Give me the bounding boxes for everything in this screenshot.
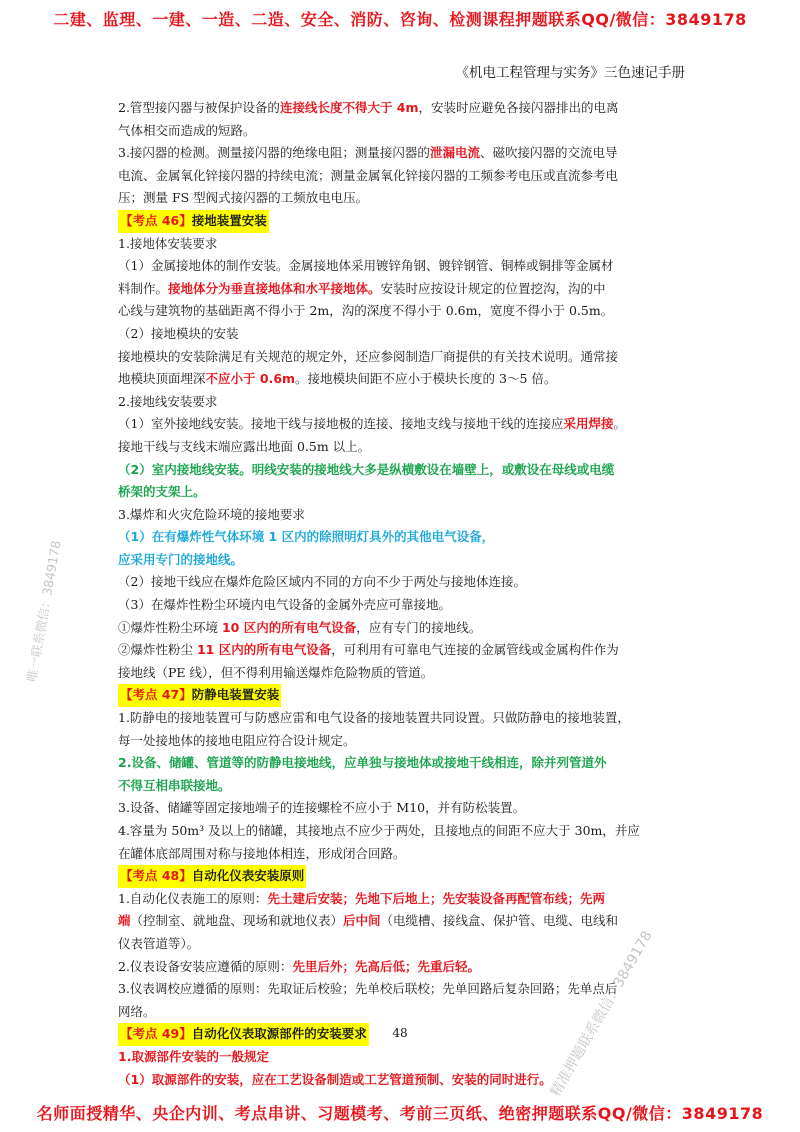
text-line: 1.取源部件安装的一般规定 xyxy=(118,1048,269,1064)
section-heading-46: 【考点 46】接地装置安装 xyxy=(118,210,698,233)
text-line: （1）在有爆炸性气体环境 1 区内的除照明灯具外的其他电气设备， xyxy=(118,529,495,545)
text-line: 地模块顶面埋深不应小于 0.6m。接地模块间距不应小于模块长度的 3～5 倍。 xyxy=(118,371,557,387)
bottom-watermark: 精准押题联系微信：3849178 xyxy=(547,928,656,1100)
text-line: 料制作。接地体分为垂直接地体和水平接地体。安装时应按设计规定的位置挖沟，沟的中 xyxy=(118,280,606,296)
book-title: 《机电工程管理与实务》三色速记手册 xyxy=(455,65,685,81)
text-line: 2.接地线安装要求 xyxy=(118,393,218,409)
side-watermark: 唯一联系微信：3849178 xyxy=(23,539,64,683)
text-line: 应采用专门的接地线。 xyxy=(118,551,244,567)
text-line: 接地模块的安装除满足有关规范的规定外，还应参阅制造厂商提供的有关技术说明。通常接 xyxy=(118,348,619,364)
section-heading-47: 【考点 47】防静电装置安装 xyxy=(118,684,698,707)
text-line: 4.容量为 50m³ 及以上的储罐，其接地点不应少于两处，且接地点的间距不应大于 30m，并应 xyxy=(118,823,640,838)
text-line: 压；测量 FS 型阀式接闪器的工频放电电压。 xyxy=(118,190,369,206)
text-line: 气体相交而造成的短路。 xyxy=(118,122,256,138)
text-line: 端（控制室、就地盘、现场和就地仪表）后中间（电缆槽、接线盒、保护管、电缆、电线和 xyxy=(118,913,619,929)
text-line: （2）室内接地线安装。明线安装的接地线大多是纵横敷设在墙壁上，或敷设在母线或电缆 xyxy=(118,461,615,477)
section-heading-48: 【考点 48】自动化仪表安装原则 xyxy=(118,865,698,888)
text-line: 接地线（PE 线），但不得利用输送爆炸危险物质的管道。 xyxy=(118,664,434,680)
text-line: 不得互相串联接地。 xyxy=(118,777,231,793)
text-line: （1）取源部件的安装，应在工艺设备制造或工艺管道预制、安装的同时进行。 xyxy=(118,1071,552,1087)
text-line: 2.仪表设备安装应遵循的原则：先里后外；先高后低；先重后轻。 xyxy=(118,958,480,974)
text-line: ①爆炸性粉尘环境 10 区内的所有电气设备，应有专门的接地线。 xyxy=(118,619,482,635)
text-line: 网络。 xyxy=(118,1003,156,1019)
text-line: （3）在爆炸性粉尘环境内电气设备的金属外壳应可靠接地。 xyxy=(118,597,451,613)
text-line: 每一处接地体的接地电阻应符合设计规定。 xyxy=(118,732,356,748)
text-line: 1.防静电的接地装置可与防感应雷和电气设备的接地装置共同设置。只做防静电的接地装置， xyxy=(118,710,630,726)
page-number: 48 xyxy=(392,1026,408,1040)
text-line: 桥架的支架上。 xyxy=(118,484,206,500)
text-line: 3.设备、储罐等固定接地端子的连接螺栓不应小于 M10，并有防松装置。 xyxy=(118,800,526,816)
text-line: （1）金属接地体的制作安装。金属接地体采用镀锌角钢、镀锌钢管、铜棒或铜排等金属材 xyxy=(118,258,614,274)
text-line: 2.设备、储罐、管道等的防静电接地线，应单独与接地体或接地干线相连，除并列管道外 xyxy=(118,755,607,771)
bottom-promo-banner: 名师面授精华、央企内训、考点串讲、习题模考、考前三页纸、绝密押题联系QQ/微信：3849178 xyxy=(36,1104,764,1123)
text-line: 3.爆炸和火灾危险环境的接地要求 xyxy=(118,506,305,522)
text-line: （2）接地模块的安装 xyxy=(118,325,239,341)
text-line: 3.接闪器的检测。测量接闪器的绝缘电阻；测量接闪器的泄漏电流、磁吹接闪器的交流电导 xyxy=(118,145,618,161)
section-heading-49: 【考点 49】自动化仪表取源部件的安装要求 xyxy=(118,1023,698,1046)
text-line: 在罐体底部周围对称与接地体相连，形成闭合回路。 xyxy=(118,845,406,861)
text-line: 3.仪表调校应遵循的原则：先取证后校验；先单校后联校；先单回路后复杂回路；先单点后 xyxy=(118,981,618,997)
top-promo-banner: 二建、监理、一建、一造、二造、安全、消防、咨询、检测课程押题联系QQ/微信：3849178 xyxy=(53,10,747,29)
text-line: （2）接地干线应在爆炸危险区域内不同的方向不少于两处与接地体连接。 xyxy=(118,574,526,590)
text-line: ②爆炸性粉尘 11 区内的所有电气设备，可利用有可靠电气连接的金属管线或金属构件作为 xyxy=(118,642,619,658)
text-line: 心线与建筑物的基础距离不得小于 2m，沟的深度不得小于 0.6m，宽度不得小于 0.5m。 xyxy=(118,303,614,319)
text-line: 2.管型接闪器与被保护设备的连接线长度不得大于 4m，安装时应避免各接闪器排出的电离 xyxy=(118,100,619,115)
text-line: （1）室外接地线安装。接地干线与接地极的连接、接地支线与接地干线的连接应采用焊接。 xyxy=(118,416,626,432)
text-line: 接地干线与支线末端应露出地面 0.5m 以上。 xyxy=(118,438,371,454)
text-line: 电流、金属氧化锌接闪器的持续电流；测量金属氧化锌接闪器的工频参考电压或直流参考电 xyxy=(118,167,619,183)
text-line: 1.接地体安装要求 xyxy=(118,235,218,251)
text-line: 仪表管道等）。 xyxy=(118,935,200,951)
page-content xyxy=(118,97,698,1091)
text-line: 1.自动化仪表施工的原则：先土建后安装；先地下后地上；先安装设备再配管布线；先两 xyxy=(118,890,605,906)
